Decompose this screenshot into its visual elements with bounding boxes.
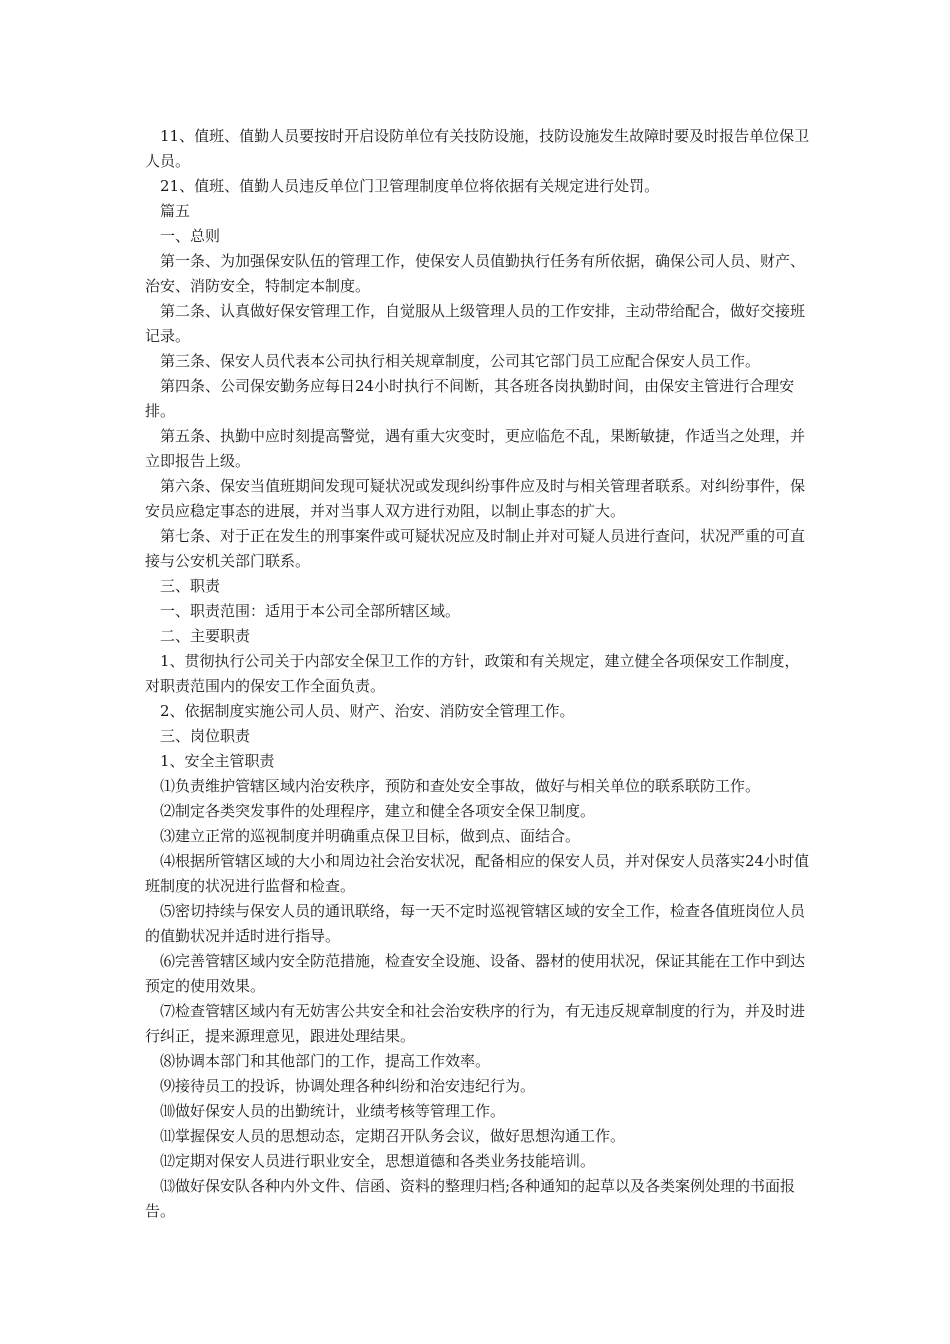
list-item: ⑹完善管辖区域内安全防范措施，检查安全设施、设备、器材的使用状况，保证其能在工作中到达预定的使用效果。 [145,952,806,995]
paragraph: 第四条、公司保安勤务应每日24小时执行不间断，其各班各岗执勤时间，由保安主管进行合理安排。 [145,377,795,420]
list-item: ⑽做好保安人员的出勤统计，业绩考核等管理工作。 [160,1102,506,1120]
section-heading: 一、总则 [160,227,221,245]
document-body [145,124,810,1224]
paragraph: 一、职责范围：适用于本公司全部所辖区域。 [160,602,461,620]
list-item: ⑻协调本部门和其他部门的工作，提高工作效率。 [160,1052,491,1070]
paragraph: 2、依据制度实施公司人员、财产、治安、消防安全管理工作。 [160,702,575,720]
list-item: ⑶建立正常的巡视制度并明确重点保卫目标，做到点、面结合。 [160,827,581,845]
paragraph: 第三条、保安人员代表本公司执行相关规章制度，公司其它部门员工应配合保安人员工作。 [160,352,761,370]
paragraph: 11、值班、值勤人员要按时开启设防单位有关技防设施，技防设施发生故障时要及时报告单位保卫人员。 [145,127,810,170]
list-item: ⑿定期对保安人员进行职业安全，思想道德和各类业务技能培训。 [160,1152,596,1170]
section-heading: 1、安全主管职责 [160,752,275,770]
paragraph: 第二条、认真做好保安管理工作，自觉服从上级管理人员的工作安排，主动带给配合，做好交接班记录。 [145,302,806,345]
list-item: ⑺检查管辖区域内有无妨害公共安全和社会治安秩序的行为，有无违反规章制度的行为，并及时进行纠正，提来源理意见，跟进处理结果。 [145,1002,806,1045]
section-heading: 三、岗位职责 [160,727,251,745]
section-heading: 三、职责 [160,577,221,595]
list-item: ⑼接待员工的投诉，协调处理各种纠纷和治安违纪行为。 [160,1077,536,1095]
list-item: ⒀做好保安队各种内外文件、信函、资料的整理归档;各种通知的起草以及各类案例处理的书面报告。 [145,1177,796,1220]
paragraph: 1、贯彻执行公司关于内部安全保卫工作的方针，政策和有关规定，建立健全各项保安工作制度，对职责范围内的保安工作全面负责。 [145,652,800,695]
list-item: ⑷根据所管辖区域的大小和周边社会治安状况，配备相应的保安人员，并对保安人员落实24小时值班制度的状况进行监督和检查。 [145,852,810,895]
list-item: ⑾掌握保安人员的思想动态，定期召开队务会议，做好思想沟通工作。 [160,1127,626,1145]
list-item: ⑸密切持续与保安人员的通讯联络，每一天不定时巡视管辖区域的安全工作，检查各值班岗位人员的值勤状况并适时进行指导。 [145,902,806,945]
paragraph: 第六条、保安当值班期间发现可疑状况或发现纠纷事件应及时与相关管理者联系。对纠纷事件，保安员应稳定事态的进展，并对当事人双方进行劝阻，以制止事态的扩大。 [145,477,806,520]
section-heading: 篇五 [160,202,191,220]
paragraph: 第七条、对于正在发生的刑事案件或可疑状况应及时制止并对可疑人员进行查问，状况严重的可直接与公安机关部门联系。 [145,527,806,570]
list-item: ⑵制定各类突发事件的处理程序，建立和健全各项安全保卫制度。 [160,802,596,820]
paragraph: 第五条、执勤中应时刻提高警觉，遇有重大灾变时，更应临危不乱，果断敏捷，作适当之处理，并立即报告上级。 [145,427,806,470]
paragraph: 21、值班、值勤人员违反单位门卫管理制度单位将依据有关规定进行处罚。 [160,177,660,195]
list-item: ⑴负责维护管辖区域内治安秩序，预防和查处安全事故，做好与相关单位的联系联防工作。 [160,777,761,795]
paragraph: 第一条、为加强保安队伍的管理工作，使保安人员值勤执行任务有所依据，确保公司人员、财产、治安、消防安全，特制定本制度。 [145,252,806,295]
section-heading: 二、主要职责 [160,627,251,645]
